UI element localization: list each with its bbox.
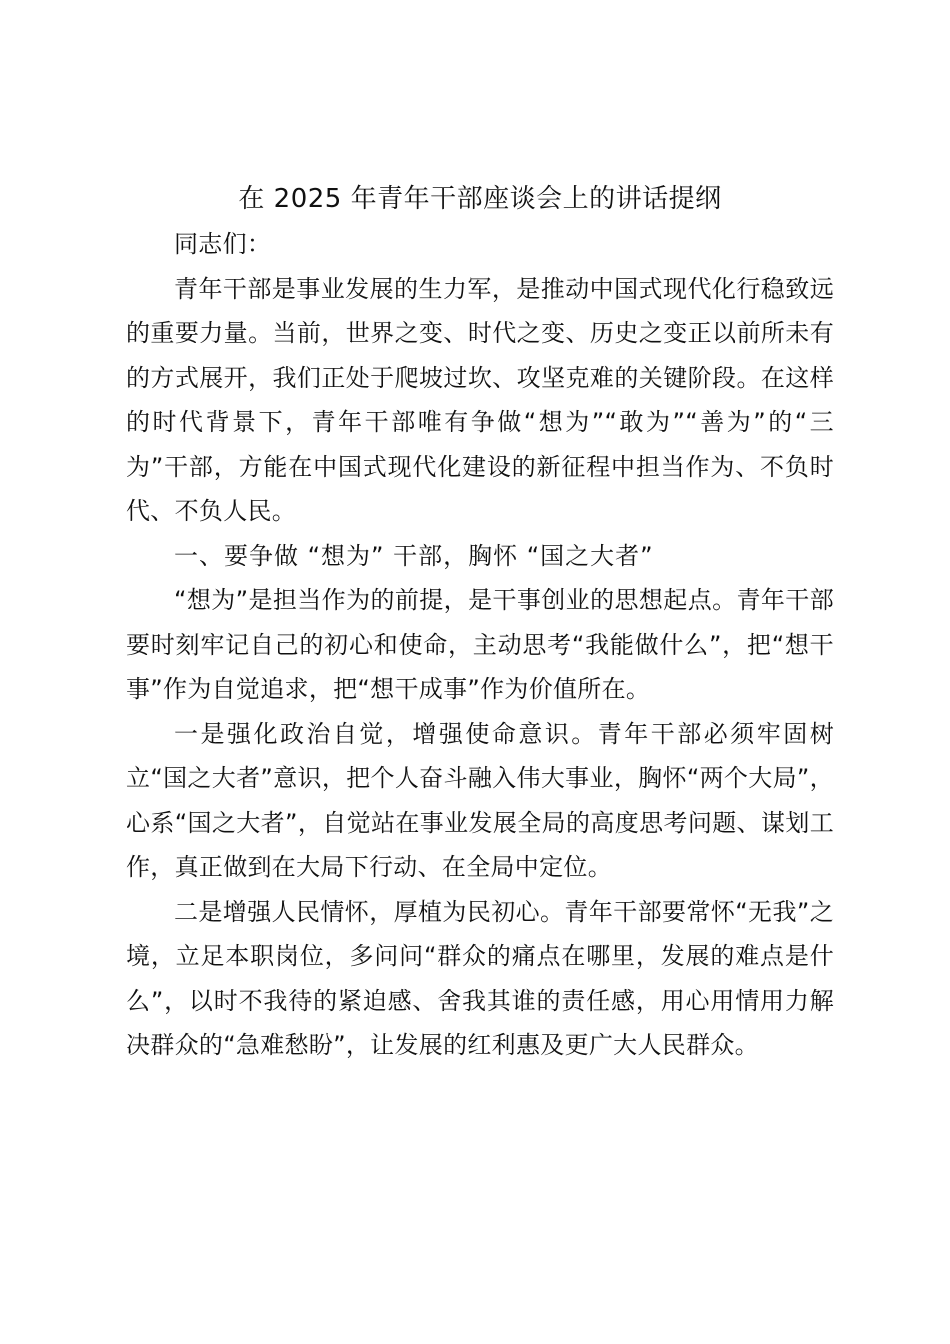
document-body <box>126 180 834 1068</box>
document-title: 在 2025 年青年干部座谈会上的讲话提纲 <box>238 184 722 214</box>
point-1-paragraph: 一是强化政治自觉，增强使命意识。青年干部必须牢固树立“国之大者”意识，把个人奋斗融入伟大事业，胸怀“两个大局”，心系“国之大者”，自觉站在事业发展全局的高度思考问题、谋划工作，真正做到在大局下行动、在全局中定位。 <box>126 719 834 881</box>
intro-paragraph: 青年干部是事业发展的生力军，是推动中国式现代化行稳致远的重要力量。当前，世界之变、时代之变、历史之变正以前所未有的方式展开，我们正处于爬坡过坎、攻坚克难的关键阶段。在这样的时代背景下，青年干部唯有争做“想为”“敢为”“善为”的“三为”干部，方能在中国式现代化建设的新征程中担当作为、不负时代、不负人民。 <box>126 274 834 525</box>
point-2-paragraph: 二是增强人民情怀，厚植为民初心。青年干部要常怀“无我”之境，立足本职岗位，多问问“群众的痛点在哪里，发展的难点是什么”，以时不我待的紧迫感、舍我其谁的责任感，用心用情用力解决群众的“急难愁盼”，让发展的红利惠及更广大人民群众。 <box>126 897 834 1059</box>
section-1-intro-paragraph: “想为”是担当作为的前提，是干事创业的思想起点。青年干部要时刻牢记自己的初心和使命，主动思考“我能做什么”，把“想干事”作为自觉追求，把“想干成事”作为价值所在。 <box>126 586 834 703</box>
section-heading-1: 一、要争做 “想为” 干部，胸怀 “国之大者” <box>174 541 654 570</box>
salutation: 同志们： <box>174 230 272 258</box>
